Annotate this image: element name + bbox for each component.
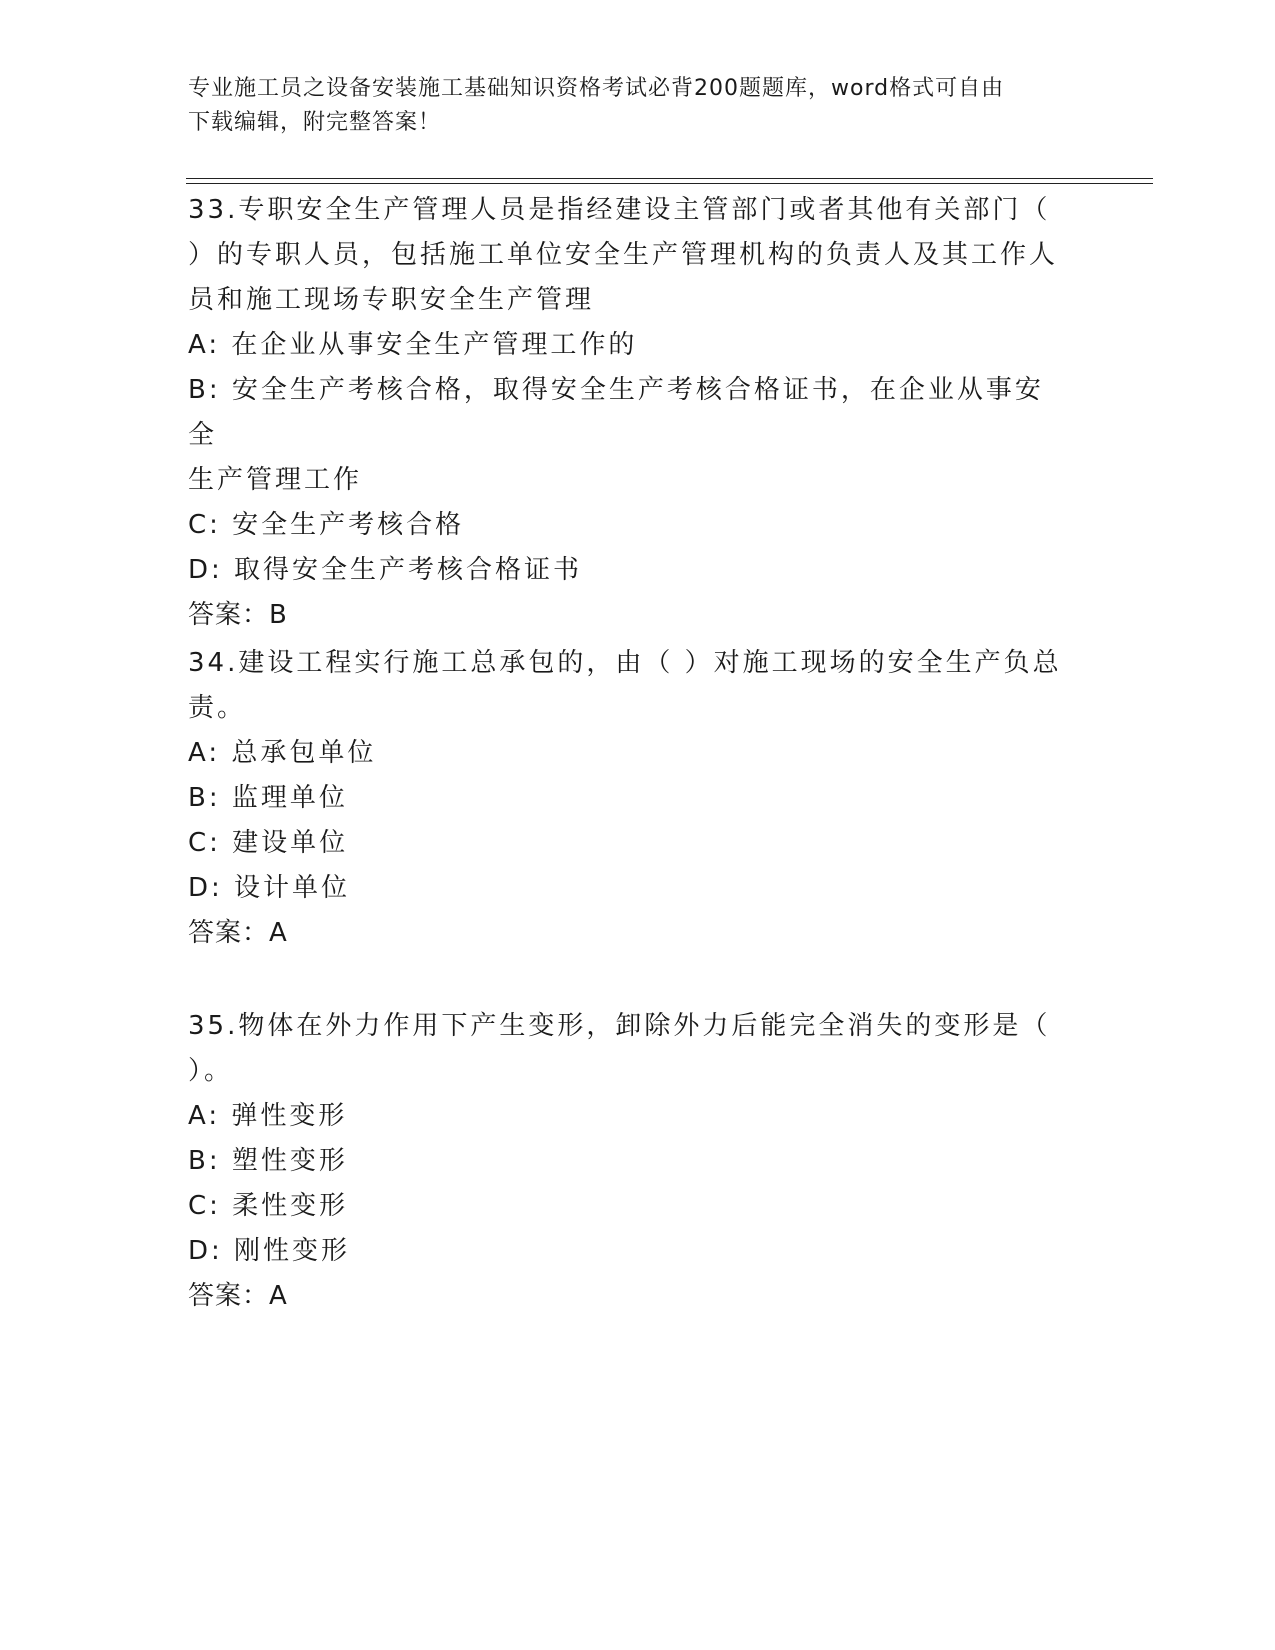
header-divider-bottom <box>186 183 1153 184</box>
header-divider-top <box>186 178 1153 179</box>
option-a: A: 在企业从事安全生产管理工作的 <box>188 330 638 360</box>
option-c: C: 建设单位 <box>188 828 349 858</box>
option-b: B: 塑性变形 <box>188 1146 348 1176</box>
option-d: D: 刚性变形 <box>188 1236 351 1266</box>
option-a: A: 总承包单位 <box>188 738 377 768</box>
question-33 <box>188 188 1068 638</box>
question-35 <box>188 1004 1068 1319</box>
option-d: D: 设计单位 <box>188 873 351 903</box>
answer-line: 答案：A <box>188 918 288 948</box>
option-d: D: 取得安全生产考核合格证书 <box>188 555 583 585</box>
question-stem: 34.建设工程实行施工总承包的，由（ ）对施工现场的安全生产负总 责。 <box>188 648 1062 723</box>
question-34 <box>188 641 1068 956</box>
option-c: C: 柔性变形 <box>188 1191 349 1221</box>
question-stem: 35.物体在外力作用下产生变形，卸除外力后能完全消失的变形是（ ）。 <box>188 1011 1051 1086</box>
option-a: A: 弹性变形 <box>188 1101 348 1131</box>
document-header: 专业施工员之设备安装施工基础知识资格考试必背200题题库，word格式可自由 下载编辑，附完整答案！ <box>188 76 1005 135</box>
option-b: B: 安全生产考核合格，取得安全生产考核合格证书，在企业从事安全 生产管理工作 <box>188 375 1044 495</box>
answer-line: 答案：A <box>188 1281 288 1311</box>
option-c: C: 安全生产考核合格 <box>188 510 465 540</box>
question-stem: 33.专职安全生产管理人员是指经建设主管部门或者其他有关部门（ ）的专职人员，包括施工单位安全生产管理机构的负责人及其工作人 员和施工现场专职安全生产管理 <box>188 195 1059 315</box>
answer-line: 答案：B <box>188 600 288 630</box>
option-b: B: 监理单位 <box>188 783 348 813</box>
